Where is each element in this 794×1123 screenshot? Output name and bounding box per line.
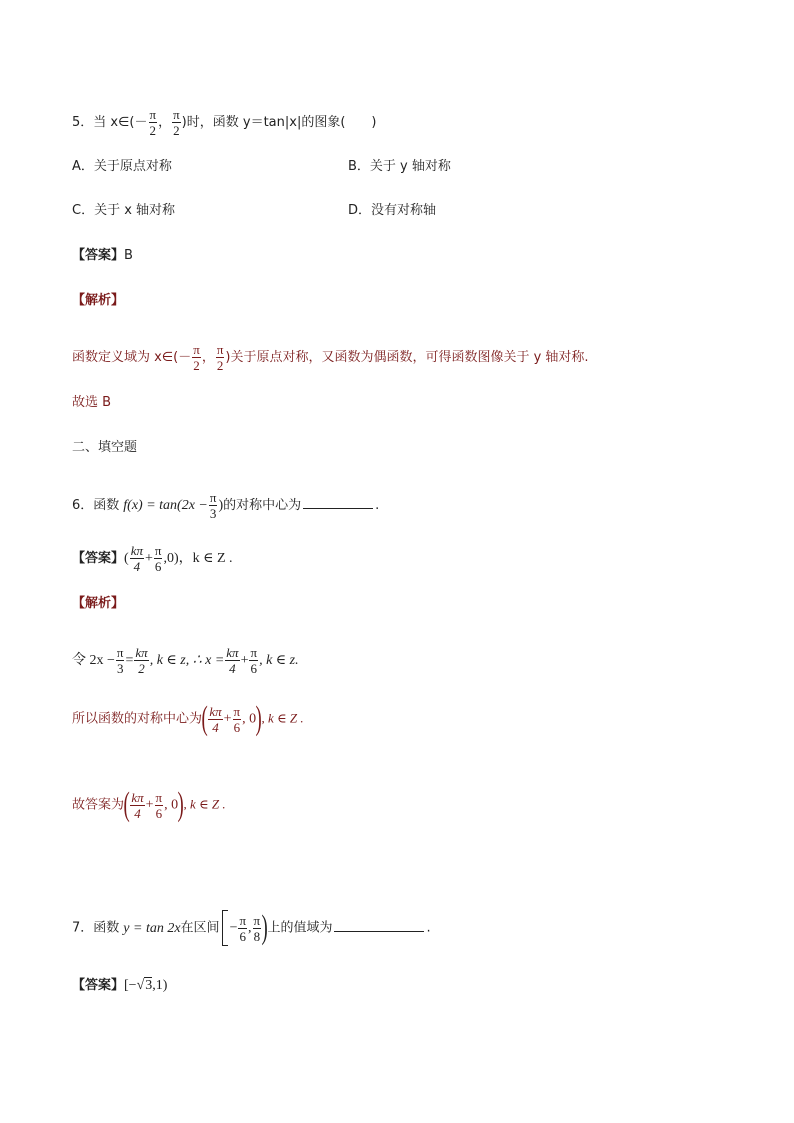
open-paren: ( [124, 551, 129, 566]
q5-stem-start: 5．当 x∈(－ [72, 115, 148, 130]
big-right-paren: ) [261, 909, 268, 946]
q6-stem-end: 的对称中心为 [223, 498, 302, 513]
analysis-text-start: 函数定义域为 x∈(－ [72, 350, 192, 365]
analysis-label: 【解析】 [72, 596, 125, 611]
q6-step-2 [72, 702, 304, 736]
answer-blank [303, 508, 373, 509]
option-c: C．关于 x 轴对称 [72, 203, 176, 218]
option-d: D．没有对称轴 [348, 203, 437, 218]
point-rest: , 0 [164, 797, 179, 813]
separator: ， [201, 350, 215, 365]
q5-stem-end: )时，函数 y＝tan|x|的图象( ) [181, 115, 377, 130]
condition: ，k ∈ Z . [178, 551, 233, 566]
big-left-paren: ( [123, 786, 130, 823]
fraction: $\frac{k\pi}{2}$ [135, 645, 148, 676]
fraction: $\frac{\pi}{6}$ [239, 912, 247, 944]
q7-number: 7．函数 [72, 920, 120, 936]
big-right-paren: ) [177, 786, 184, 823]
fraction: $\frac{\pi}{6}$ [154, 543, 162, 574]
section-heading: 二、填空题 [72, 440, 138, 455]
period: . [375, 498, 380, 513]
q5-analysis [72, 342, 589, 373]
equals: = [125, 653, 134, 668]
interval-end: ,1) [152, 978, 168, 993]
q6-number: 6．函数 [72, 498, 120, 513]
q6-function: f(x) = tan(2x − [123, 498, 208, 513]
fraction: $\frac{\pi}{6}$ [233, 703, 241, 735]
plus: + [144, 551, 153, 566]
fraction: $\frac{\pi}{3}$ [116, 645, 124, 676]
fraction: $\frac{\pi}{6}$ [155, 789, 163, 821]
square-root: √3 [136, 978, 153, 993]
big-right-paren: ) [255, 700, 262, 737]
step-end: , k ∈ z. [259, 653, 299, 668]
answer-blank [334, 931, 424, 932]
fraction: $\frac{\pi}{2}$ [173, 107, 180, 138]
answer-value: B [124, 248, 133, 263]
fraction: $\frac{\pi}{2}$ [149, 107, 157, 138]
analysis-label: 【解析】 [72, 293, 125, 308]
comma: , [248, 920, 252, 936]
q6-answer [72, 543, 233, 574]
radicand: 3 [145, 978, 153, 993]
point-rest: ,0) [163, 551, 179, 566]
plus: + [240, 653, 249, 668]
answer-label: 【答案】 [72, 248, 125, 263]
plus: + [223, 711, 232, 727]
fraction: $\frac{k\pi}{4}$ [131, 789, 144, 821]
condition: , k ∈ Z . [261, 710, 304, 726]
analysis-text-end: )关于原点对称，又函数为偶函数，可得函数图像关于 y 轴对称. [225, 350, 589, 365]
option-b: B．关于 y 轴对称 [348, 159, 451, 174]
question-6 [72, 490, 379, 521]
step-text: 所以函数的对称中心为 [72, 711, 203, 727]
q5-choice: 故选 B [72, 395, 112, 410]
question-7 [72, 910, 431, 946]
q7-function: y = tan 2x [123, 920, 181, 936]
q7-answer [72, 977, 167, 995]
q7-stem-end: 上的值域为 [267, 920, 333, 936]
fraction: $\frac{k\pi}{4}$ [130, 543, 143, 574]
separator: ， [158, 115, 172, 130]
big-left-bracket [222, 910, 228, 946]
fraction: $\frac{k\pi}{4}$ [209, 703, 222, 735]
interval-start: [− [124, 978, 137, 993]
step-start: 令 2x − [72, 653, 115, 668]
fraction: $\frac{\pi}{6}$ [250, 645, 258, 676]
plus: + [145, 797, 154, 813]
fraction: $\frac{\pi}{8}$ [253, 912, 261, 944]
question-5 [72, 107, 376, 138]
q7-stem-mid: 在区间 [180, 920, 220, 936]
fraction: $\frac{\pi}{2}$ [216, 342, 224, 373]
q6-step-3 [72, 788, 226, 822]
fraction: $\frac{\pi}{2}$ [193, 342, 200, 373]
step-middle: , k ∈ z, ∴ x = [149, 653, 225, 668]
minus: − [229, 920, 238, 936]
fraction: $\frac{k\pi}{4}$ [226, 645, 239, 676]
period: . [426, 920, 431, 936]
condition: , k ∈ Z . [183, 796, 226, 812]
step-text: 故答案为 [72, 797, 125, 813]
fraction: $\frac{\pi}{3}$ [209, 490, 217, 521]
answer-label: 【答案】 [72, 551, 125, 566]
q6-step-1 [72, 645, 299, 676]
big-left-paren: ( [201, 700, 208, 737]
option-a: A．关于原点对称 [72, 159, 172, 174]
answer-label: 【答案】 [72, 978, 125, 993]
q5-answer [72, 247, 133, 265]
point-rest: , 0 [242, 711, 257, 727]
close-paren: ) [218, 498, 224, 513]
